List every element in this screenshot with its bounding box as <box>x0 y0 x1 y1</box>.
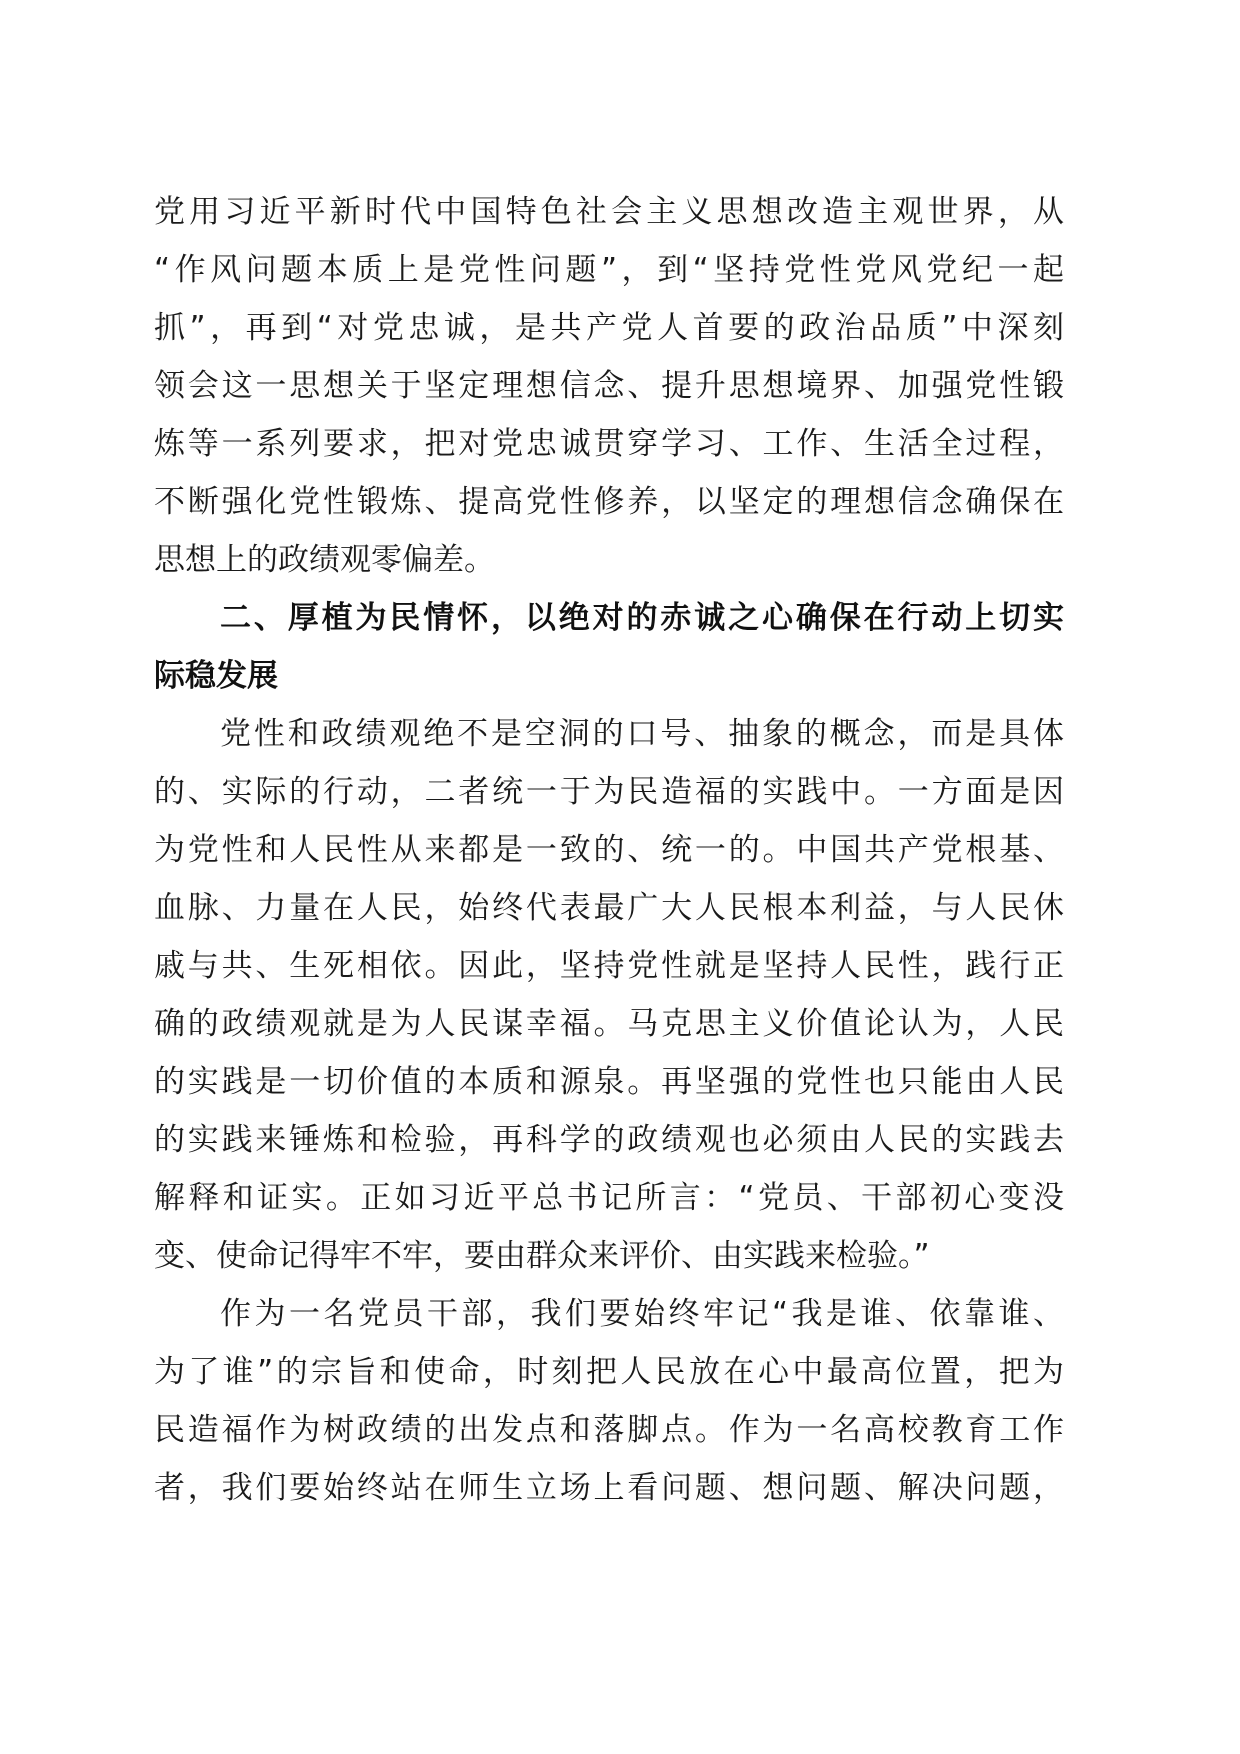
text-line: 为了谁”的宗旨和使命，时刻把人民放在心中最高位置，把为 <box>154 1354 1064 1390</box>
text-line: “作风问题本质上是党性问题”，到“坚持党性党风党纪一起 <box>154 252 1064 288</box>
text-line: 思想上的政绩观零偏差。 <box>154 542 495 578</box>
text-line: 的、实际的行动，二者统一于为民造福的实践中。一方面是因 <box>154 774 1064 810</box>
text-line: 血脉、力量在人民，始终代表最广大人民根本利益，与人民休 <box>154 890 1064 926</box>
text-line: 作为一名党员干部，我们要始终牢记“我是谁、依靠谁、 <box>220 1296 1064 1332</box>
text-line: 民造福作为树政绩的出发点和落脚点。作为一名高校教育工作 <box>154 1412 1064 1448</box>
paragraph-1 <box>154 183 1064 589</box>
text-line: 的实践来锤炼和检验，再科学的政绩观也必须由人民的实践去 <box>154 1122 1064 1158</box>
text-line: 戚与共、生死相依。因此，坚持党性就是坚持人民性，践行正 <box>154 948 1064 984</box>
heading-line: 二、厚植为民情怀，以绝对的赤诚之心确保在行动上切实 <box>220 600 1064 636</box>
text-line: 解释和证实。正如习近平总书记所言：“党员、干部初心变没 <box>154 1180 1064 1216</box>
paragraph-2 <box>154 705 1064 1285</box>
text-line: 者，我们要始终站在师生立场上看问题、想问题、解决问题， <box>154 1470 1064 1506</box>
paragraph-3 <box>154 1285 1064 1517</box>
text-line: 党用习近平新时代中国特色社会主义思想改造主观世界，从 <box>154 194 1064 230</box>
text-line: 党性和政绩观绝不是空洞的口号、抽象的概念，而是具体 <box>220 716 1064 752</box>
text-line: 确的政绩观就是为人民谋幸福。马克思主义价值论认为，人民 <box>154 1006 1064 1042</box>
heading-line: 际稳发展 <box>154 658 278 694</box>
document-body <box>154 183 1064 1517</box>
text-line: 为党性和人民性从来都是一致的、统一的。中国共产党根基、 <box>154 832 1064 868</box>
text-line: 领会这一思想关于坚定理想信念、提升思想境界、加强党性锻 <box>154 368 1064 404</box>
text-line: 抓”，再到“对党忠诚，是共产党人首要的政治品质”中深刻 <box>154 310 1064 346</box>
text-line: 的实践是一切价值的本质和源泉。再坚强的党性也只能由人民 <box>154 1064 1064 1100</box>
section-heading <box>154 589 1064 705</box>
text-line: 不断强化党性锻炼、提高党性修养，以坚定的理想信念确保在 <box>154 484 1064 520</box>
text-line: 变、使命记得牢不牢，要由群众来评价、由实践来检验。” <box>154 1238 930 1274</box>
text-line: 炼等一系列要求，把对党忠诚贯穿学习、工作、生活全过程， <box>154 426 1064 462</box>
